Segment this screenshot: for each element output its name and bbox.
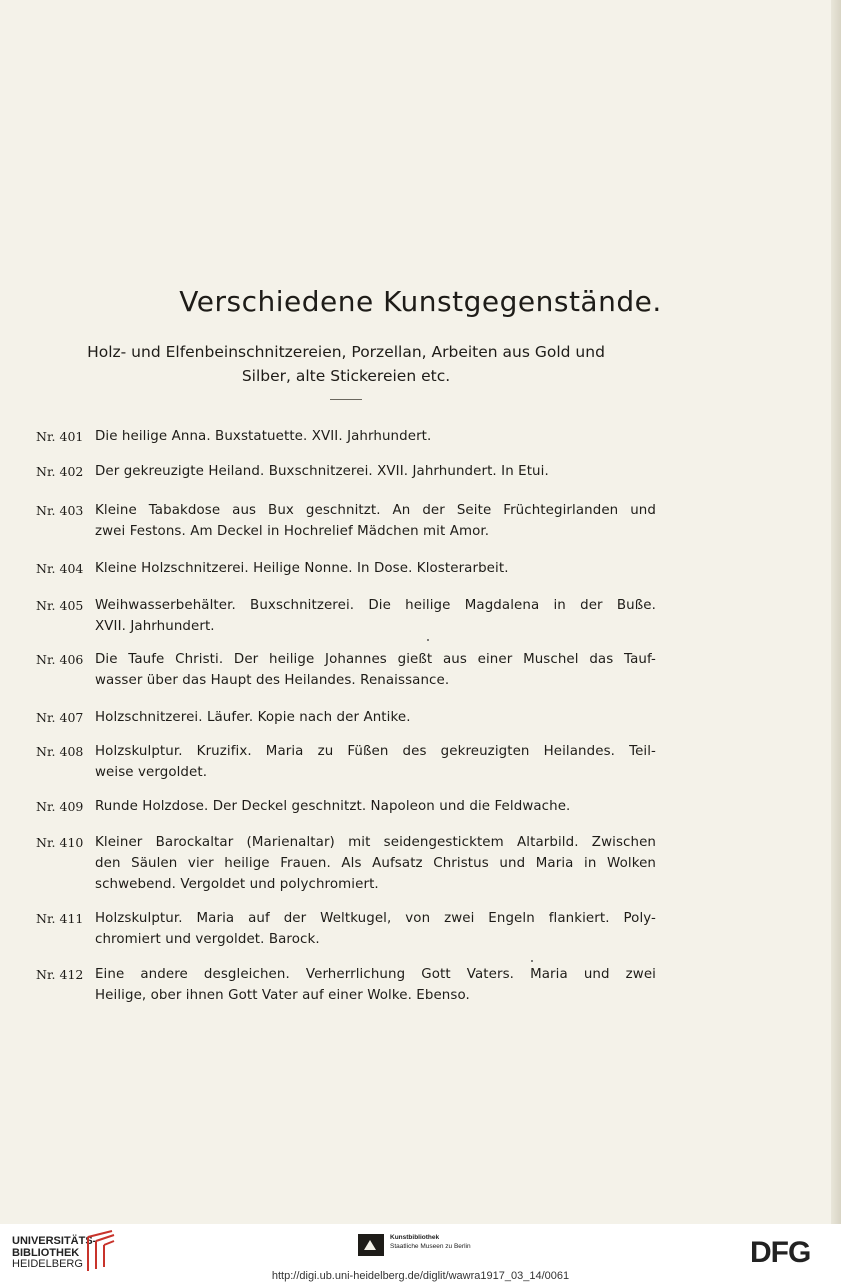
entry-line: den Säulen vier heilige Frauen. Als Aufsatz Christus und Maria in Wolken bbox=[95, 856, 656, 871]
entry-text bbox=[95, 796, 656, 817]
catalogue-entry-404 bbox=[36, 558, 656, 579]
kb-logo-line-2: Staatliche Museen zu Berlin bbox=[390, 1243, 471, 1250]
section-title: Verschiedene Kunstgegenstände. bbox=[179, 285, 662, 318]
entry-line: schwebend. Vergoldet und polychromiert. bbox=[95, 877, 379, 892]
entry-number: Nr. 402 bbox=[36, 464, 84, 479]
entry-number: Nr. 411 bbox=[36, 911, 84, 926]
entry-text bbox=[95, 741, 656, 783]
entry-line: Heilige, ober ihnen Gott Vater auf einer Wolke. Ebenso. bbox=[95, 988, 470, 1003]
catalogue-entry-405 bbox=[36, 595, 656, 637]
catalogue-entry-403 bbox=[36, 500, 656, 542]
entry-text bbox=[95, 595, 656, 637]
entry-text bbox=[95, 832, 656, 895]
permalink-url[interactable]: http://digi.ub.uni-heidelberg.de/diglit/wawra1917_03_14/0061 bbox=[271, 1270, 570, 1282]
ub-logo-line-1: UNIVERSITÄTS- bbox=[12, 1235, 97, 1247]
entry-line: zwei Festons. Am Deckel in Hochrelief Mädchen mit Amor. bbox=[95, 524, 490, 539]
entry-number: Nr. 410 bbox=[36, 835, 84, 850]
entry-number: Nr. 405 bbox=[36, 598, 84, 613]
entry-line: Weihwasserbehälter. Buxschnitzerei. Die heilige Magdalena in der Buße. bbox=[95, 598, 656, 613]
kunstbibliothek-logo-icon bbox=[358, 1234, 384, 1256]
entry-line: Die Taufe Christi. Der heilige Johannes gießt aus einer Muschel das Tauf- bbox=[95, 652, 656, 667]
subtitle-line-1: Holz- und Elfenbeinschnitzereien, Porzellan, Arbeiten aus Gold und bbox=[87, 343, 605, 361]
entry-number: Nr. 401 bbox=[36, 429, 84, 444]
entry-number: Nr. 409 bbox=[36, 799, 84, 814]
entry-line: chromiert und vergoldet. Barock. bbox=[95, 932, 320, 947]
entry-number: Nr. 403 bbox=[36, 503, 84, 518]
entry-text bbox=[95, 500, 656, 542]
entry-line: Holzskulptur. Kruzifix. Maria zu Füßen des gekreuzigten Heilandes. Teil- bbox=[95, 744, 656, 759]
entry-number: Nr. 406 bbox=[36, 652, 84, 667]
title-divider bbox=[330, 399, 362, 400]
entry-line: Die heilige Anna. Buxstatuette. XVII. Jahrhundert. bbox=[95, 429, 432, 444]
catalogue-entry-412 bbox=[36, 964, 656, 1006]
catalogue-entry-411 bbox=[36, 908, 656, 950]
catalogue-entry-401 bbox=[36, 426, 656, 447]
entry-number: Nr. 404 bbox=[36, 561, 84, 576]
entry-text bbox=[95, 461, 656, 482]
entry-text bbox=[95, 964, 656, 1006]
kb-logo-line-1: Kunstbibliothek bbox=[390, 1234, 440, 1241]
catalogue-entry-408 bbox=[36, 741, 656, 783]
catalogue-entry-406 bbox=[36, 649, 656, 691]
entry-text bbox=[95, 908, 656, 950]
catalogue-entry-407 bbox=[36, 707, 656, 728]
entry-line: Runde Holzdose. Der Deckel geschnitzt. Napoleon und die Feldwache. bbox=[95, 799, 571, 814]
entry-line: Holzschnitzerei. Läufer. Kopie nach der Antike. bbox=[95, 710, 411, 725]
entry-line: Kleiner Barockaltar (Marienaltar) mit seidengesticktem Altarbild. Zwischen bbox=[95, 835, 656, 850]
entry-line: weise vergoldet. bbox=[95, 765, 208, 780]
entry-line: Kleine Holzschnitzerei. Heilige Nonne. In Dose. Klosterarbeit. bbox=[95, 561, 509, 576]
entry-line: wasser über das Haupt des Heilandes. Renaissance. bbox=[95, 673, 450, 688]
catalogue-entry-409 bbox=[36, 796, 656, 817]
entry-text bbox=[95, 707, 656, 728]
catalogue-entry-402 bbox=[36, 461, 656, 482]
entry-line: Kleine Tabakdose aus Bux geschnitzt. An der Seite Früchtegirlanden und bbox=[95, 503, 656, 518]
entry-number: Nr. 412 bbox=[36, 967, 84, 982]
paper-speck bbox=[427, 639, 429, 641]
ub-logo-line-2: BIBLIOTHEK bbox=[12, 1246, 80, 1259]
entry-text bbox=[95, 426, 656, 447]
entry-text bbox=[95, 558, 656, 579]
page-edge-shadow bbox=[831, 0, 841, 1224]
entry-line: Der gekreuzigte Heiland. Buxschnitzerei. XVII. Jahrhundert. In Etui. bbox=[95, 464, 549, 479]
entry-line: Eine andere desgleichen. Verherrlichung Gott Vaters. Maria und zwei bbox=[95, 967, 656, 982]
entry-number: Nr. 408 bbox=[36, 744, 84, 759]
entry-line: Holzskulptur. Maria auf der Weltkugel, von zwei Engeln flankiert. Poly- bbox=[95, 911, 656, 926]
entry-number: Nr. 407 bbox=[36, 710, 84, 725]
kunstbibliothek-logo[interactable] bbox=[390, 1233, 471, 1251]
section-subtitle bbox=[32, 340, 660, 388]
entry-text bbox=[95, 649, 656, 691]
ub-logo-mark-icon bbox=[84, 1229, 118, 1273]
catalogue-entry-410 bbox=[36, 832, 656, 895]
dfg-logo[interactable]: DFG bbox=[750, 1236, 811, 1269]
entry-line: XVII. Jahrhundert. bbox=[95, 619, 215, 634]
ub-logo-line-3: HEIDELBERG bbox=[12, 1258, 83, 1270]
subtitle-line-2: Silber, alte Stickereien etc. bbox=[241, 367, 451, 385]
paper-speck bbox=[531, 960, 533, 962]
